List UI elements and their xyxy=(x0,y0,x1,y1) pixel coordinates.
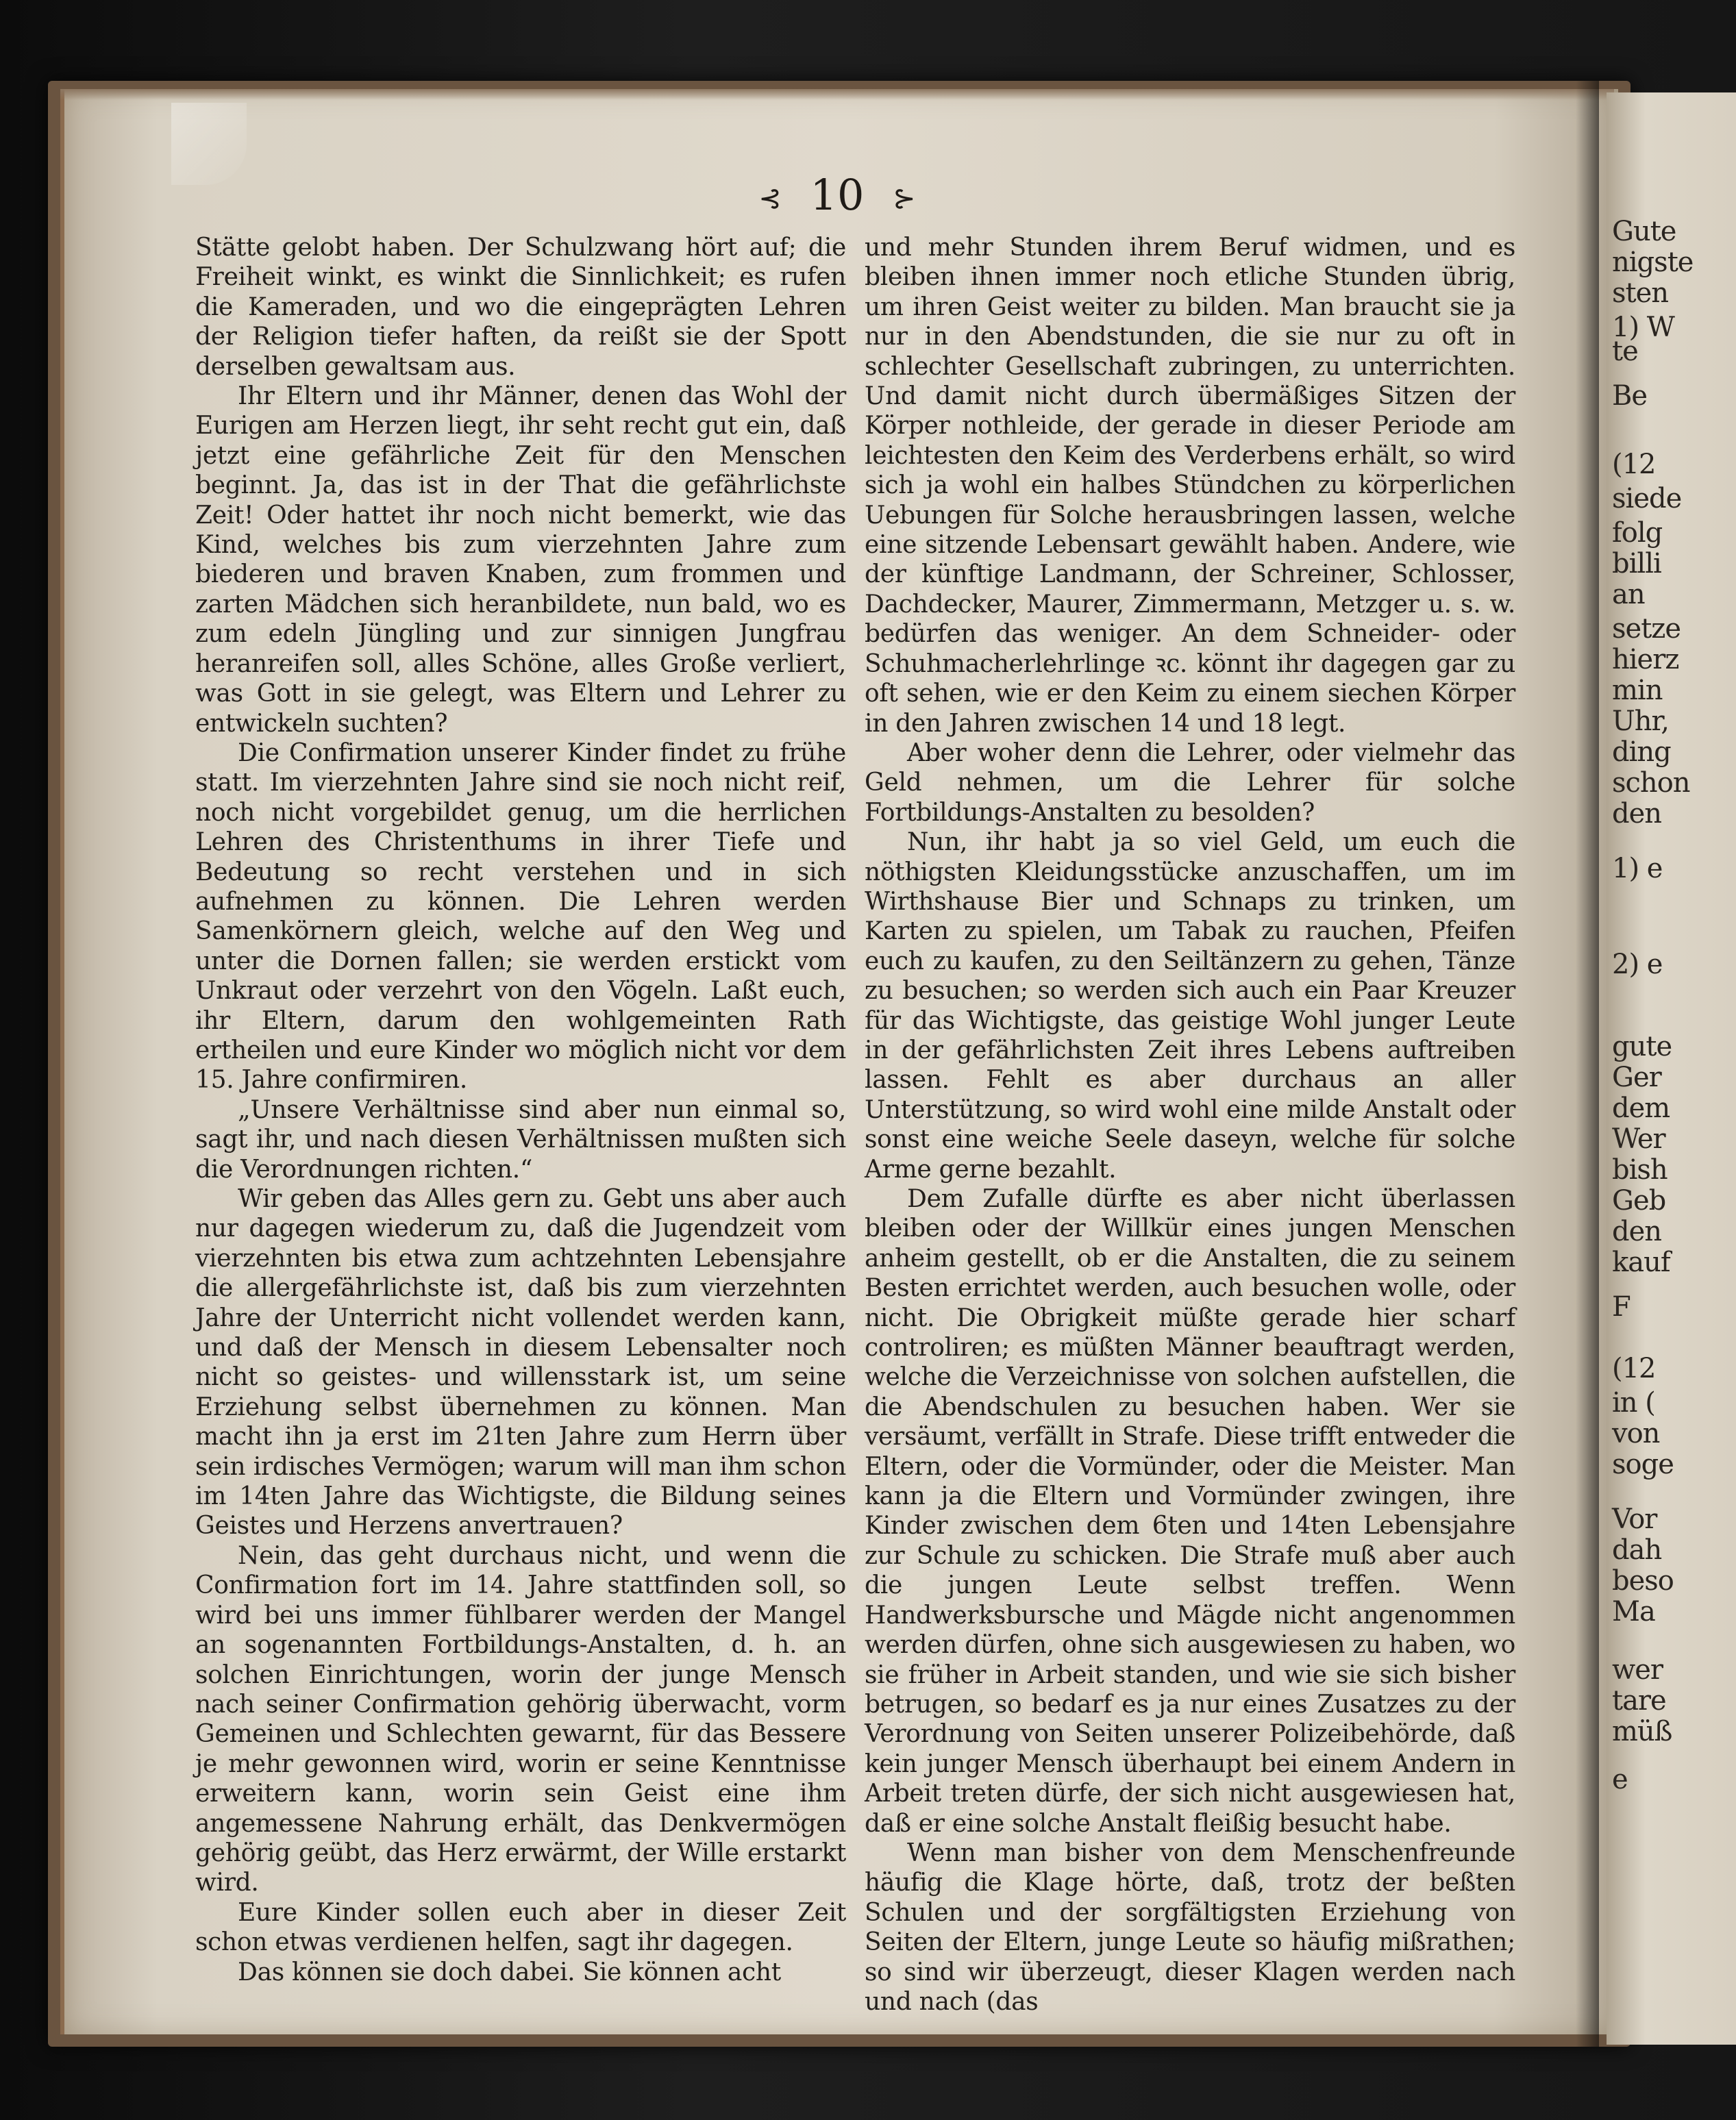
facing-page-text-fragment: Uhr, xyxy=(1612,706,1669,737)
facing-page-text-fragment: den xyxy=(1612,798,1662,830)
facing-page-text-fragment: (12 xyxy=(1612,449,1656,480)
facing-page-text-fragment: schon xyxy=(1612,767,1690,799)
facing-page-text-fragment: billi xyxy=(1612,548,1661,579)
facing-page-text-fragment: e xyxy=(1612,1764,1628,1795)
page-header xyxy=(60,170,1614,220)
facing-page-text-fragment: an xyxy=(1612,579,1645,610)
paragraph: Wir geben das Alles gern zu. Gebt uns aber auch nur dagegen wiederum zu, daß die Jugendzeit vom vierzehnten bis etwa zum achtzehnten Lebensjahre die allergefährlichste ist, daß bis zum vierzehnten Jahre der Unterricht nicht vollendet werden kann, und daß der Mensch in diesem Lebensalter noch nicht so geistes- und willensstark ist, um seine Erziehung selbst übernehmen zu können. Man macht ihn ja erst im 21ten Jahre zum Herrn über sein irdisches Vermögen; warum will man ihm schon im 14ten Jahre das Wichtigste, die Bildung seines Geistes und Herzens anvertrauen? xyxy=(195,1185,846,1541)
book-spine-shadow xyxy=(1576,81,1599,2047)
page-top-edge xyxy=(60,89,1614,100)
facing-page-text-fragment: setze xyxy=(1612,613,1681,645)
facing-page-text-fragment: F xyxy=(1612,1291,1630,1323)
right-text-column xyxy=(865,233,1515,2016)
facing-page-text-fragment: Be xyxy=(1612,380,1648,412)
facing-page-text-fragment: folg xyxy=(1612,517,1663,549)
header-ornament-right: ⊱ xyxy=(893,182,916,214)
facing-page-text-fragment: nigste xyxy=(1612,247,1694,278)
facing-page-text-fragment: 1) W xyxy=(1612,312,1674,343)
paragraph: Dem Zufalle dürfte es aber nicht überlassen bleiben oder der Willkür eines jungen Menschen anheim gestellt, ob er die Anstalten, die zu seinem Besten errichtet werden, auch besuchen wolle, oder nicht. Die Obrigkeit müßte gerade hier scharf controliren; es müßten Männer beauftragt werden, welche die Verzeichnisse von solchen aufstellen, die die Abendschulen zu besuchen haben. Wer sie versäumt, verfällt in Strafe. Diese trifft entweder die Eltern, oder die Vormünder, oder die Meister. Man kann ja die Eltern und Vormünder zwingen, ihre Kinder zwischen dem 6ten und 14ten Lebensjahre zur Schule zu schicken. Die Strafe muß aber auch die jungen Leute selbst treffen. Wenn Handwerksbursche und Mägde nicht angenommen werden dürfen, ohne sich ausgewiesen zu haben, wo sie früher in Arbeit standen, und wie sie sich bisher betrugen, so bedarf es ja nur eines Zusatzes zu der Verordnung von Seiten unserer Polizeibehörde, daß kein junger Mensch überhaupt bei einem Andern in Arbeit treten dürfe, der sich nicht ausgewiesen hat, daß er eine solche Anstalt fleißig besucht habe. xyxy=(865,1185,1515,1838)
facing-page-text-fragment: den xyxy=(1612,1216,1662,1247)
facing-page-fragment xyxy=(1607,92,1736,2045)
paragraph: Das können sie doch dabei. Sie können acht xyxy=(238,1958,781,1986)
paragraph: Ihr Eltern und ihr Männer, denen das Wohl der Eurigen am Herzen liegt, ihr seht recht gut ein, daß jetzt eine gefährliche Zeit für den Menschen beginnt. Ja, das ist in der That die gefährlichste Zeit! Oder hattet ihr noch nicht bemerkt, wie das Kind, welches bis zum vierzehnten Jahre zum biederen und braven Knaben, zum frommen und zarten Mädchen sich heranbildete, nun bald, wo es zum edeln Jüngling und zur sinnigen Jungfrau heranreifen soll, alles Schöne, alles Große verliert, was Gott in sie gelegt, was Eltern und Lehrer zu entwickeln suchten? xyxy=(195,382,846,738)
facing-page-text-fragment: sten xyxy=(1612,277,1669,309)
facing-page-text-fragment: soge xyxy=(1612,1449,1674,1480)
facing-page-text-fragment: Gute xyxy=(1612,216,1676,247)
facing-page-text-fragment: hierz xyxy=(1612,644,1679,675)
facing-page-text-fragment: Ma xyxy=(1612,1596,1655,1628)
facing-page-text-fragment: min xyxy=(1612,675,1663,706)
paragraph: Nein, das geht durchaus nicht, und wenn die Confirmation fort im 14. Jahre stattfinden soll, so wird bei uns immer fühlbarer werden der Mangel an sogenannten Fortbildungs-Anstalten, d. h. an solchen Einrichtungen, worin der junge Mensch nach seiner Confirmation gehörig überwacht, vorm Gemeinen und Schlechten gewarnt, für das Bessere je mehr gewonnen wird, worin er seine Kenntnisse erweitern kann, worin sein Geist eine ihm angemessene Nahrung erhält, das Denkvermögen gehörig geübt, das Herz erwärmt, der Wille erstarkt wird. xyxy=(195,1541,846,1897)
facing-page-text-fragment: dah xyxy=(1612,1534,1662,1566)
page-number: 10 xyxy=(810,170,865,220)
paragraph: „Unsere Verhältnisse sind aber nun einmal so, sagt ihr, und nach diesen Verhältnissen mußten sich die Verordnungen richten.“ xyxy=(195,1095,846,1184)
facing-page-text-fragment: kauf xyxy=(1612,1247,1670,1278)
facing-page-text-fragment: 2) e xyxy=(1612,949,1663,980)
facing-page-text-fragment: müß xyxy=(1612,1716,1672,1747)
facing-page-text-fragment: bish xyxy=(1612,1154,1667,1186)
facing-page-text-fragment: Vor xyxy=(1612,1504,1657,1535)
paragraph: Eure Kinder sollen euch aber in dieser Zeit schon etwas verdienen helfen, sagt ihr dagegen. xyxy=(195,1898,846,1957)
facing-page-text-fragment: siede xyxy=(1612,483,1682,514)
paragraph: Wenn man bisher von dem Menschenfreunde häufig die Klage hörte, daß, trotz der beßten Schulen und der sorgfältigsten Erziehung von Seiten der Eltern, junge Leute so häufig mißrathen; so sind wir überzeugt, dieser Klagen werden nach und nach (das xyxy=(865,1838,1515,2016)
facing-page-text-fragment: dem xyxy=(1612,1093,1670,1124)
facing-page-text-fragment: beso xyxy=(1612,1565,1674,1597)
paragraph: und mehr Stunden ihrem Beruf widmen, und es bleiben ihnen immer noch etliche Stunden übrig, um ihren Geist weiter zu bilden. Man braucht sie ja nur in den Abendstunden, die sie nur zu oft in schlechter Gesellschaft zubringen, zu unterrichten. Und damit nicht durch übermäßiges Sitzen der Körper nothleide, der gerade in dieser Periode am leichtesten den Keim des Verderbens erhält, so wird sich ja wohl ein halbes Stündchen zu körperlichen Uebungen für Solche herausbringen lassen, welche eine sitzende Lebensart gewählt haben. Andere, wie der künftige Landmann, der Schreiner, Schlosser, Dachdecker, Maurer, Zimmermann, Metzger u. s. w. bedürfen das weniger. An dem Schneider- oder Schuhmacherlehrlinge ꝛc. könnt ihr dagegen gar zu oft sehen, wie er den Keim zu einem siechen Körper in den Jahren zwischen 14 und 18 legt. xyxy=(865,234,1515,738)
facing-page-text-fragment: tare xyxy=(1612,1685,1666,1717)
left-text-column xyxy=(195,233,846,1986)
facing-page-text-fragment: Geb xyxy=(1612,1185,1666,1217)
facing-page-text-fragment: (12 xyxy=(1612,1353,1656,1384)
facing-page-text-fragment: Ger xyxy=(1612,1062,1661,1093)
facing-page-text-fragment: te xyxy=(1612,336,1638,367)
facing-page-text-fragment: wer xyxy=(1612,1654,1663,1686)
paragraph: Nun, ihr habt ja so viel Geld, um euch die nöthigsten Kleidungsstücke anzuschaffen, um im Wirthshause Bier und Schnaps zu trinken, um Karten zu spielen, um Tabak zu rauchen, Pfeifen euch zu kaufen, zu den Seiltänzern zu gehen, Tänze zu besuchen; so werden sich auch ein Paar Kreuzer für das Wichtigste, das geistige Wohl junger Leute in der gefährlichsten Zeit ihres Lebens auftreiben lassen. Fehlt es aber durchaus an aller Unterstützung, so wird wohl eine milde Anstalt oder sonst eine weiche Seele daseyn, welche für solche Arme gerne bezahlt. xyxy=(865,828,1515,1184)
facing-page-text-fragment: gute xyxy=(1612,1031,1672,1062)
header-ornament-left: ⊰ xyxy=(758,182,782,214)
facing-page-text-fragment: von xyxy=(1612,1418,1660,1449)
facing-page-text-fragment: in ( xyxy=(1612,1387,1655,1419)
facing-page-text-fragment: ding xyxy=(1612,736,1671,768)
facing-page-text-fragment: 1) e xyxy=(1612,853,1663,884)
paragraph: Die Confirmation unserer Kinder findet zu frühe statt. Im vierzehnten Jahre sind sie noch nicht reif, noch nicht vorgebildet genug, um die herrlichen Lehren des Christenthums in ihrer Tiefe und Bedeutung so recht verstehen und in sich aufnehmen zu können. Die Lehren werden Samenkörnern gleich, welche auf den Weg und unter die Dornen fallen; sie werden erstickt vom Unkraut oder verzehrt von den Vögeln. Laßt euch, ihr Eltern, darum den wohlgemeinten Rath ertheilen und eure Kinder wo möglich nicht vor dem 15. Jahre confirmiren. xyxy=(195,738,846,1095)
paragraph: Stätte gelobt haben. Der Schulzwang hört auf; die Freiheit winkt, es winkt die Sinnlichkeit; es rufen die Kameraden, und wo die eingeprägten Lehren der Religion tiefer haften, da reißt sie der Spott derselben gewaltsam aus. xyxy=(195,234,846,381)
paragraph: Aber woher denn die Lehrer, oder vielmehr das Geld nehmen, um die Lehrer für solche Fortbildungs-Anstalten zu besolden? xyxy=(865,738,1515,827)
facing-page-text-fragment: Wer xyxy=(1612,1123,1665,1155)
